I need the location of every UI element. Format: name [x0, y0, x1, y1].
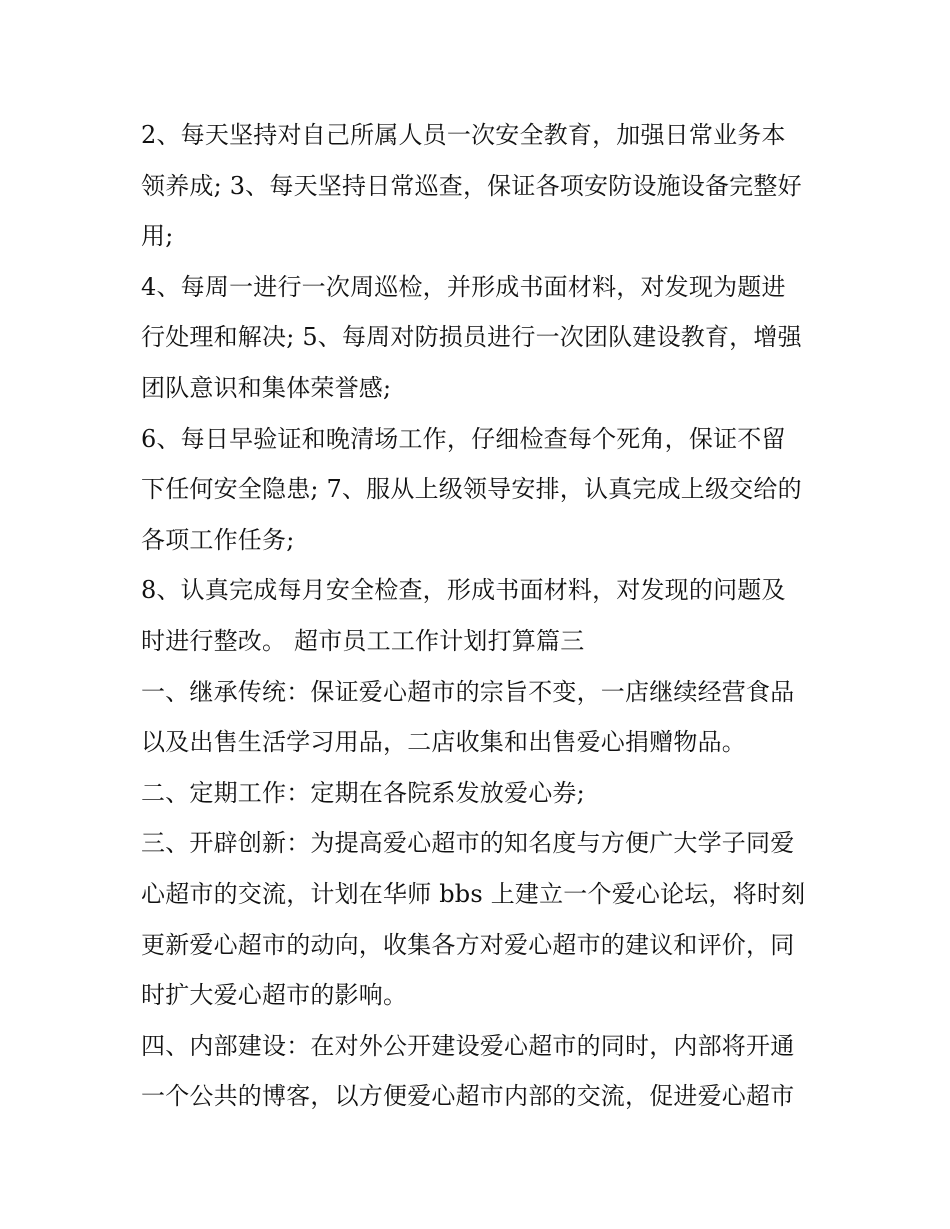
- text-line: 一个公共的博客，以方便爱心超市内部的交流，促进爱心超市: [141, 1082, 795, 1111]
- text-line: 一、继承传统：保证爱心超市的宗旨不变，一店继续经营食品: [141, 677, 795, 706]
- paragraph-inherit-tradition: [141, 667, 821, 768]
- paragraph-item-8: [141, 565, 821, 666]
- text-line: 8、认真完成每月安全检查，形成书面材料，对发现的问题及: [141, 576, 786, 605]
- text-line: 领养成; 3、每天坚持日常巡查，保证各项安防设施设备完整好: [141, 171, 802, 200]
- paragraph-innovation: [141, 818, 821, 1020]
- text-line: 更新爱心超市的动向，收集各方对爱心超市的建议和评价，同: [141, 930, 795, 959]
- paragraph-item-2-3: [141, 110, 821, 262]
- text-line: 2、每天坚持对自己所属人员一次安全教育，加强日常业务本: [141, 121, 786, 149]
- paragraph-item-6-7: [141, 414, 821, 566]
- text-line: 二、定期工作：定期在各院系发放爱心券;: [141, 778, 585, 807]
- document-body: [141, 110, 821, 1122]
- paragraph-regular-work: [141, 768, 821, 819]
- text-line: 以及出售生活学习用品，二店收集和出售爱心捐赠物品。: [141, 728, 746, 757]
- text-line: 行处理和解决; 5、每周对防损员进行一次团队建设教育，增强: [141, 323, 802, 352]
- text-line: 下任何安全隐患; 7、服从上级领导安排，认真完成上级交给的: [141, 475, 802, 504]
- paragraph-internal-construction: [141, 1021, 821, 1122]
- text-line: 心超市的交流，计划在华师 bbs 上建立一个爱心论坛，将时刻: [141, 879, 806, 908]
- paragraph-item-4-5: [141, 262, 821, 414]
- text-line: 三、开辟创新：为提高爱心超市的知名度与方便广大学子同爱: [141, 829, 795, 858]
- text-line: 时扩大爱心超市的影响。: [141, 981, 408, 1010]
- text-line: 团队意识和集体荣誉感;: [141, 373, 392, 402]
- text-line: 6、每日早验证和晚清场工作，仔细检查每个死角，保证不留: [141, 424, 786, 453]
- text-line: 时进行整改。 超市员工工作计划打算篇三: [141, 626, 585, 655]
- text-line: 各项工作任务;: [141, 525, 295, 554]
- text-line: 用;: [141, 222, 174, 251]
- text-line: 四、内部建设：在对外公开建设爱心超市的同时，内部将开通: [141, 1031, 795, 1060]
- text-line: 4、每周一进行一次周巡检，并形成书面材料，对发现为题进: [141, 272, 786, 301]
